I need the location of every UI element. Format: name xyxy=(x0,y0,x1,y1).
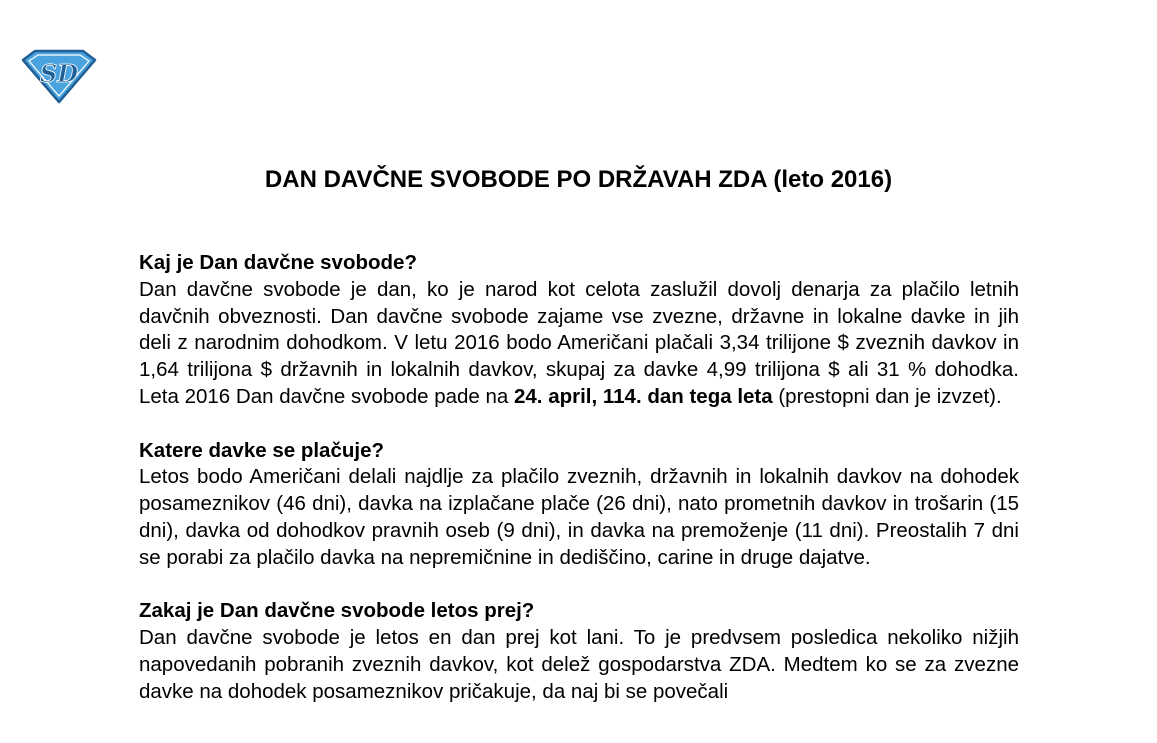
section-paragraph: Letos bodo Američani delali najdlje za plačilo zveznih, državnih in lokalnih davkov na dohodek posameznikov (46 dni), davka na izplačane plače (26 dni), nato prometnih davkov in trošarin (15 dni), davka od dohodkov pravnih oseb (9 dni), in davka na premoženje (11 dni). Preostalih 7 dni se porabi za plačilo davka na nepremičnine in dediščino, carine in druge dajatve. xyxy=(139,465,1019,569)
paragraph-bold-date: 24. april, 114. dan tega leta xyxy=(514,384,773,408)
document-title: DAN DAVČNE SVOBODE PO DRŽAVAH ZDA (leto 2016) xyxy=(264,166,893,193)
document-body xyxy=(139,250,1019,732)
section-which-taxes xyxy=(139,438,1019,572)
section-why-earlier xyxy=(139,598,1019,705)
sd-shield-logo-icon xyxy=(21,48,97,104)
section-heading: Katere davke se plačuje? xyxy=(139,438,384,462)
section-what-is-tax-freedom-day xyxy=(139,250,1019,411)
section-heading: Zakaj je Dan davčne svobode letos prej? xyxy=(139,599,535,623)
paragraph-text: Dan davčne svobode je dan, ko je narod kot celota zaslužil dovolj denarja za plačilo letnih davčnih obveznosti. Dan davčne svobode zajame vse zvezne, državne in lokalne davke in jih deli z narodnim dohodkom. V letu 2016 bodo Američani plačali 3,34 trilijone $ zveznih davkov in 1,64 trilijona $ državnih in lokalnih davkov, skupaj za davke 4,99 trilijona $ ali 31 % dohodka. Leta 2016 Dan davčne svobode pade na xyxy=(139,277,1019,408)
section-paragraph: Dan davčne svobode je letos en dan prej kot lani. To je predvsem posledica nekoliko nižjih napovedanih pobranih zveznih davkov, kot delež gospodarstva ZDA. Medtem ko se za zvezne davke na dohodek posameznikov pričakuje, da naj bi se povečali xyxy=(139,626,1019,703)
paragraph-text-end: (prestopni dan je izvzet). xyxy=(772,384,1002,408)
section-heading: Kaj je Dan davčne svobode? xyxy=(139,251,417,274)
section-paragraph xyxy=(139,277,1019,411)
logo-monogram: SD xyxy=(39,59,79,88)
